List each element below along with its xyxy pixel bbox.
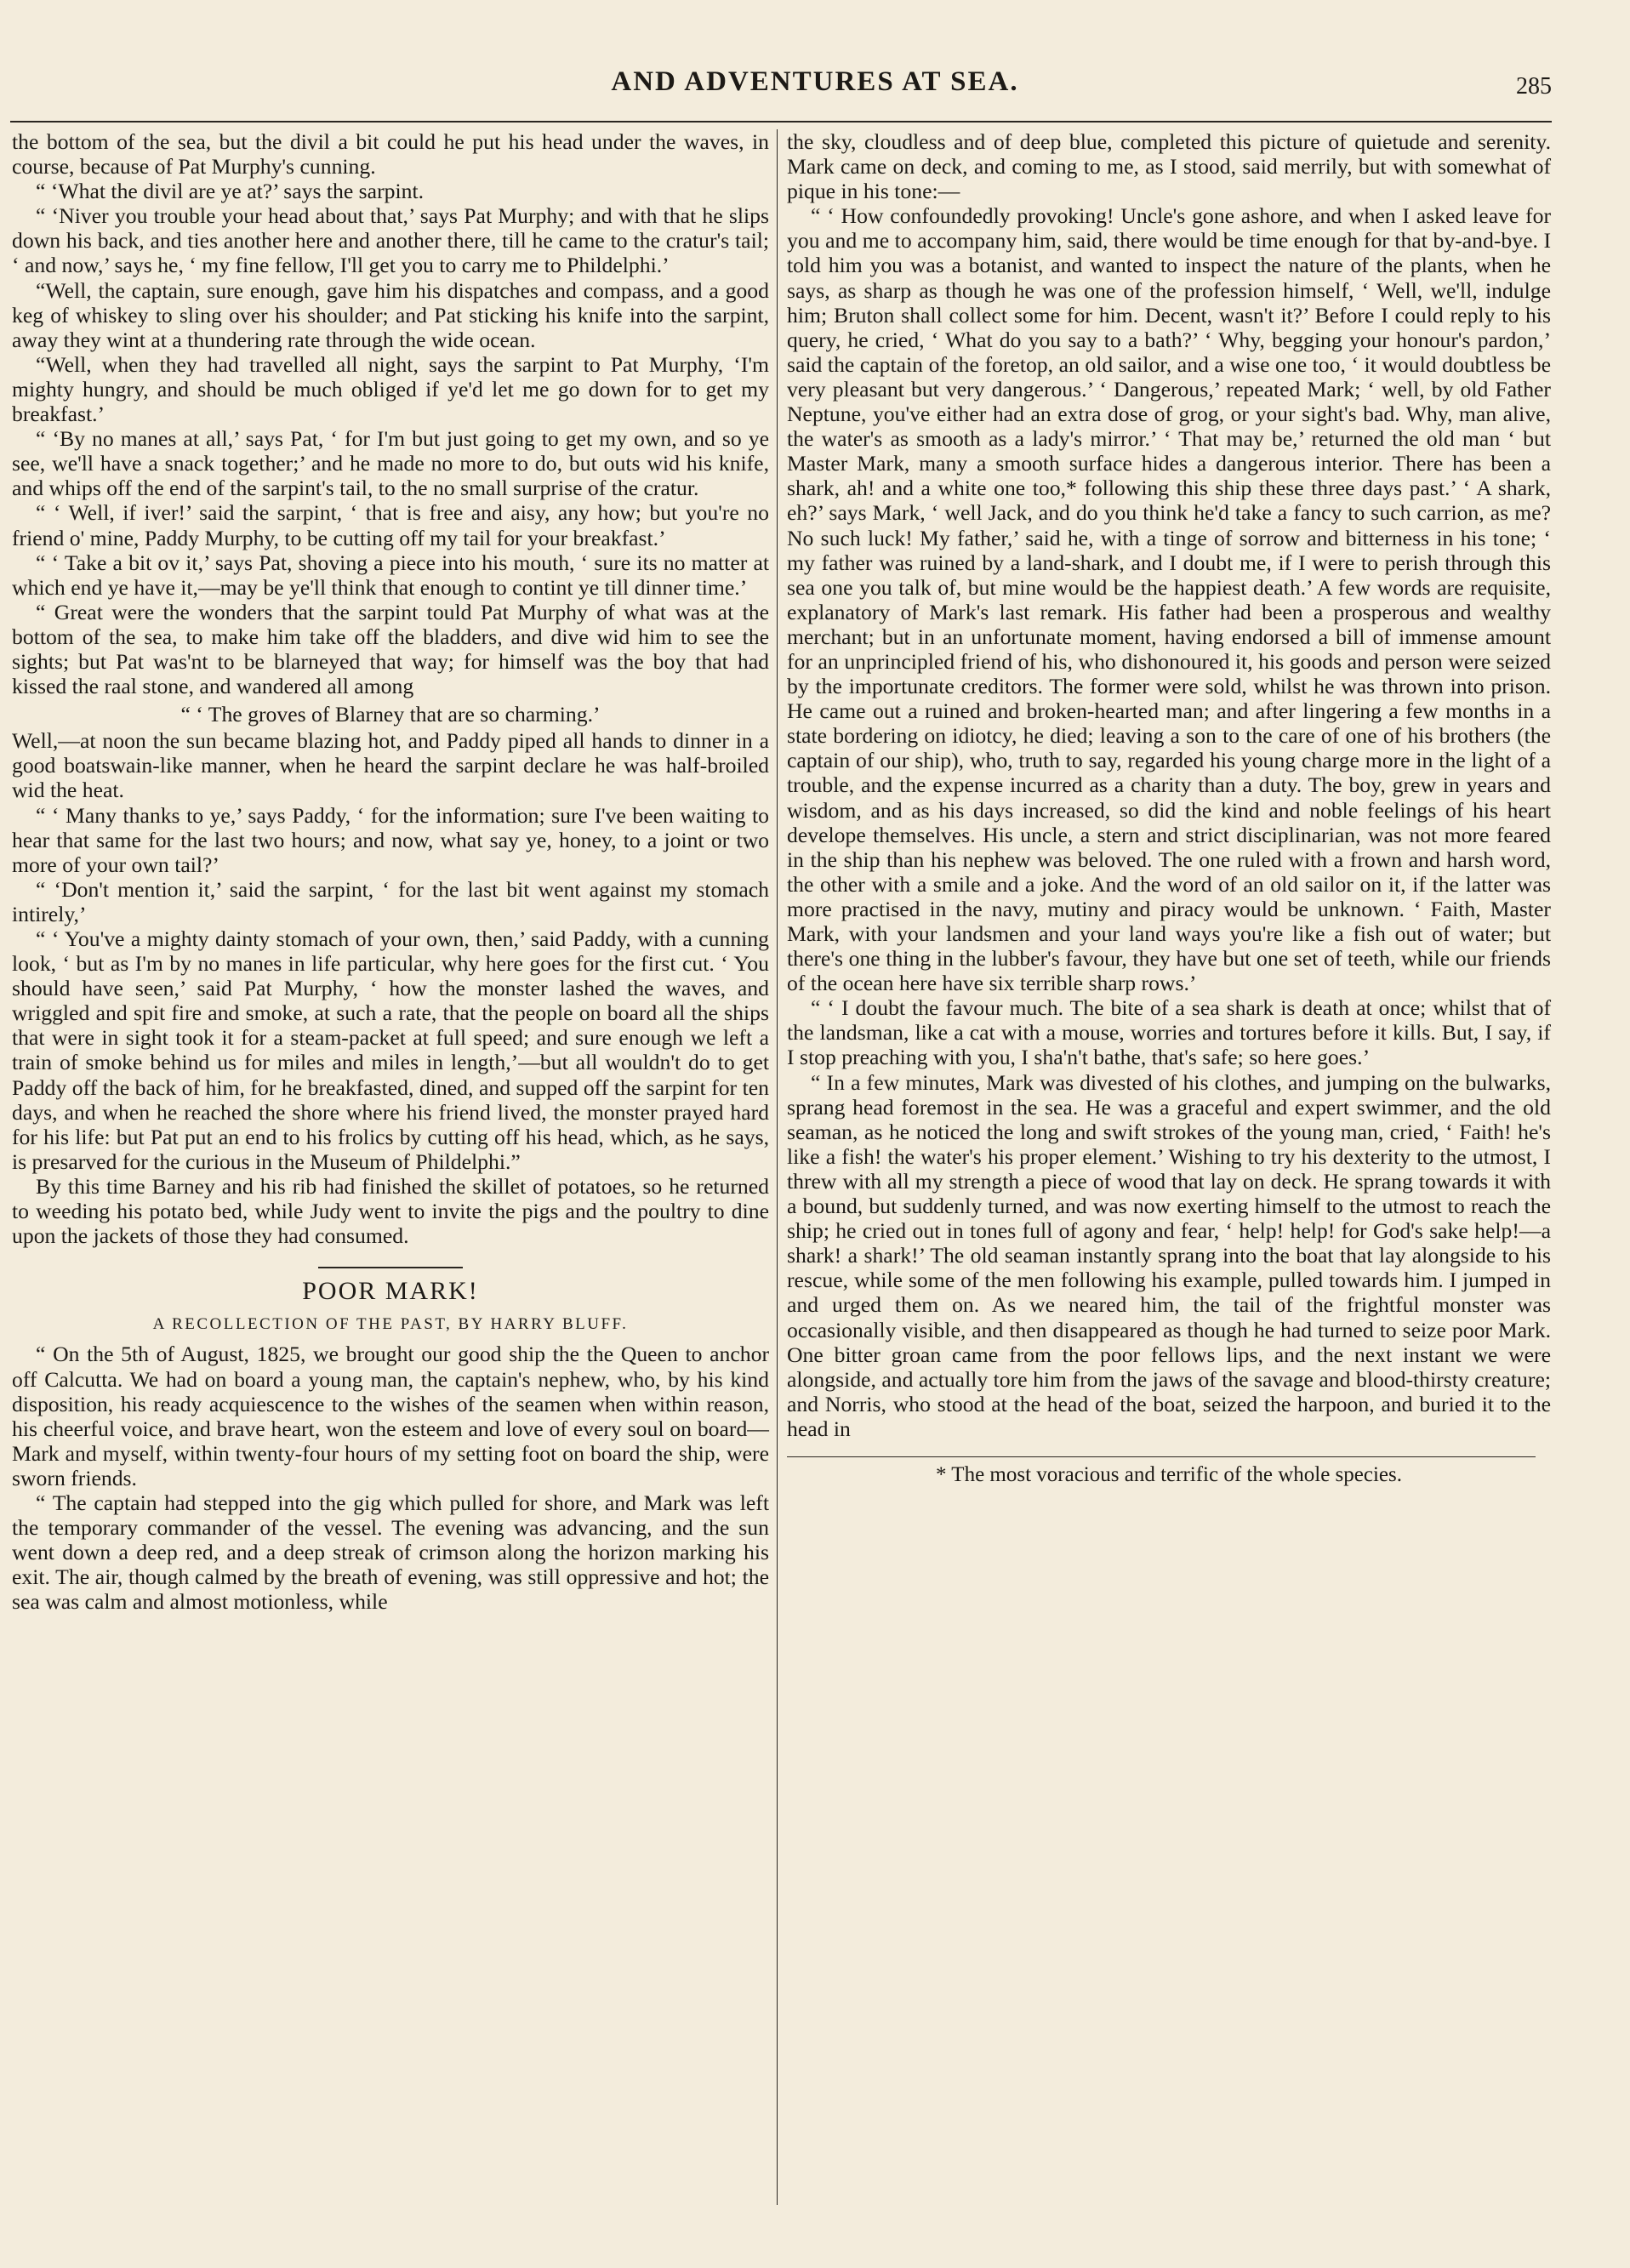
column-divider (777, 129, 778, 2205)
paragraph: “Well, when they had travelled all night, says the sarpint to Pat Murphy, ‘I'm mighty hungry, and should be much obliged if ye'd let me go down for to get my breakfast.’ (12, 351, 769, 427)
paragraph: “ The captain had stepped into the gig which pulled for shore, and Mark was left the temporary commander of the vessel. The evening was advancing, and the sun went down a deep red, and a deep streak of crimson along the horizon marking his exit. The air, though calmed by the breath of evening, was still oppressive and hot; the sea was calm and almost motionless, while (12, 1490, 769, 1615)
paragraph: Well,—at noon the sun became blazing hot, and Paddy piped all hands to dinner in a good boatswain-like manner, when he heard the sarpint declare he was half-broiled wid the heat. (12, 728, 769, 803)
paragraph: “Well, the captain, sure enough, gave him his dispatches and compass, and a good keg of whiskey to sling over his shoulder; and Pat sticking his knife into the sarpint, away they wint at a thundering rate through the wide ocean. (12, 277, 769, 352)
left-column (12, 129, 769, 1614)
paragraph: “ ‘ Take a bit ov it,’ says Pat, shoving a piece into his mouth, ‘ sure its no matter at which end ye have it,—may be ye'll think that enough to contint ye till dinner time.’ (12, 550, 769, 600)
story-subtitle: A RECOLLECTION OF THE PAST, BY HARRY BLUFF. (152, 1315, 629, 1334)
header-rule (10, 121, 1552, 123)
verse-quote: “ ‘ The groves of Blarney that are so charming.’ (180, 702, 601, 727)
paragraph: By this time Barney and his rib had finished the skillet of potatoes, so he returned to weeding his potato bed, while Judy went to invite the pigs and the poultry to dine upon the jackets of those they had consumed. (12, 1173, 769, 1249)
paragraph: “ ‘ I doubt the favour much. The bite of a sea shark is death at once; whilst that of the landsman, like a cat with a mouse, worries and tortures before it kills. But, I say, if I stop preaching with you, I sha'n't bathe, that's safe; so here goes.’ (787, 995, 1551, 1070)
story-divider-rule (318, 1267, 463, 1268)
footnote-rule (787, 1456, 1536, 1457)
paragraph: “ Great were the wonders that the sarpint tould Pat Murphy of what was at the bottom of the sea, to make him take off the bladders, and dive wid him to see the sights; but Pat was'nt to be blarneyed that way; for himself was the boy that had kissed the raal stone, and wandered all among (12, 599, 769, 699)
footnote: * The most voracious and terrific of the whole species. (936, 1462, 1402, 1486)
paragraph: “ ‘By no manes at all,’ says Pat, ‘ for I'm but just going to get my own, and so ye see, we'll have a snack together;’ and he made no more to do, but outs wid his knife, and whips off the end of the sarpint's tail, to the no small surprise of the cratur. (12, 426, 769, 501)
paragraph: the bottom of the sea, but the divil a bit could he put his head under the waves, in course, because of Pat Murphy's cunning. (12, 129, 769, 180)
paragraph: “ ‘Niver you trouble your head about that,’ says Pat Murphy; and with that he slips down his back, and ties another here and another there, till he came to the cratur's tail; ‘ and now,’ says he, ‘ my fine fellow, I'll get you to carry me to Phildelphi.’ (12, 203, 769, 278)
paragraph: “ ‘ Well, if iver!’ said the sarpint, ‘ that is free and aisy, any how; but you're no friend o' mine, Paddy Murphy, to be cutting off my tail for your breakfast.’ (12, 500, 769, 550)
running-title: AND ADVENTURES AT SEA. (611, 66, 1019, 97)
paragraph: “ ‘ How confoundedly provoking! Uncle's gone ashore, and when I asked leave for you and me to accompany him, said, there would be time enough for that by-and-bye. I told him you was a botanist, and wanted to inspect the nature of the plants, when he says, as sharp as though he was one of the profession himself, ‘ Well, we'll, indulge him; Bruton shall collect some for him. Decent, wasn't it?’ Before I could reply to his query, he cried, ‘ What do you say to a bath?’ ‘ Why, begging your honour's pardon,’ said the captain of the foretop, an old sailor, and a wise one too, ‘ it would doubtless be very pleasant but very dangerous.’ ‘ Dangerous,’ repeated Mark; ‘ well, by old Father Neptune, you've either had an extra dose of grog, or your sight's bad. Why, man alive, the water's as smooth as a lady's mirror.’ ‘ That may be,’ returned the old man ‘ but Master Mark, many a smooth surface hides a dangerous interior. There has been a shark, ah! and a white one too,* following this ship these three days past.’ ‘ A shark, eh?’ says Mark, ‘ well Jack, and do you think he'd take a fancy to such carrion, as me? No such luck! My father,’ said he, with a tinge of sorrow and bitterness in his tone; ‘ my father was ruined by a land-shark, and I doubt me, if I were to perish through this sea one you talk of, but mine would be the happiest death.’ A few words are requisite, explanatory of Mark's last remark. His father had been a prosperous and wealthy merchant; but in an unfortunate moment, having endorsed a bill of immense amount for an unprincipled friend of his, who dishonoured it, his goods and person were seized by the importunate creditors. The former were sold, whilst he was thrown into prison. He came out a ruined and broken-hearted man; and after lingering a few months in a state bordering on idiotcy, he died; leaving a son to the care of one of his brothers (the captain of our ship), who, truth to say, regarded his young charge more in the light of a trouble, and the expense incurred as a charity than a duty. The boy, grew in years and wisdom, and as his days increased, so did the kind and noble feelings of his heart develope themselves. His uncle, a stern and strict disciplinarian, was not more feared in the ship than his nephew was beloved. The one ruled with a frown and harsh word, the other with a smile and a joke. And the word of an old sailor on it, if the latter was more practised in the navy, mutiny and piracy would be unknown. ‘ Faith, Master Mark, with your landsmen and your land ways you're like a fish out of water; but there's one thing in the lubber's favour, they have but one set of teeth, while our friends of the ocean here have six terrible sharp rows.’ (787, 203, 1551, 996)
paragraph: “ In a few minutes, Mark was divested of his clothes, and jumping on the bulwarks, sprang head foremost in the sea. He was a graceful and expert swimmer, and the old seaman, as he noticed the long and swift strokes of the young man, cried, ‘ Faith! he's like a fish! the water's his proper element.’ Wishing to try his dexterity to the utmost, I threw with all my strength a piece of wood that lay on deck. He sprang towards it with a bound, but suddenly turned, and was now exerting himself to the utmost to reach the ship; he cried out in tones full of agony and fear, ‘ help! help! for God's sake help!—a shark! a shark!’ The old seaman instantly sprang into the boat that lay alongside to his rescue, while some of the men following his example, pulled towards him. I jumped in and urged them on. As we neared him, the tail of the frightful monster was occasionally visible, and then disappeared as though he had turned to seize poor Mark. One bitter groan came from the poor fellows lips, and the next instant we were alongside, and actually tore him from the jaws of the savage and blood-thirsty creature; and Norris, who stood at the head of the boat, seized the harpoon, and buried it to the head in (787, 1069, 1551, 1441)
page-number: 285 (1516, 73, 1552, 100)
story-title: POOR MARK! (302, 1277, 479, 1306)
paragraph: “ ‘What the divil are ye at?’ says the sarpint. (36, 179, 425, 204)
paragraph: “ ‘ Many thanks to ye,’ says Paddy, ‘ for the information; sure I've been waiting to hear that same for the last two hours; and now, what say ye, honey, to a joint or two more of your own tail?’ (12, 802, 769, 877)
paragraph: the sky, cloudless and of deep blue, completed this picture of quietude and serenity. Mark came on deck, and coming to me, as I stood, said merrily, but with somewhat of pique in his tone:— (787, 129, 1551, 204)
running-head (0, 66, 1630, 109)
paragraph: “ ‘ You've a mighty dainty stomach of your own, then,’ said Paddy, with a cunning look, ‘ but as I'm by no manes in life particular, why here goes for the first cut. ‘ You should have seen,’ said Pat Murphy, ‘ how the monster lashed the waves, and wriggled and spit fire and smoke, at such a rate, that the people on board all the ships that were in sight took it for a steam-packet at full speed; and sure enough we left a train of smoke behind us for miles and miles in length,’—but all wouldn't do to get Paddy off the back of him, for he breakfasted, dined, and supped off the sarpint for ten days, and when he reached the shore where his friend lived, the monster prayed hard for his life: but Pat put an end to his frolics by cutting off his head, which, as he says, is presarved for the curious in the Museum of Phildelphi.” (12, 926, 769, 1174)
paragraph: “ ‘Don't mention it,’ said the sarpint, ‘ for the last bit went against my stomach intirely,’ (12, 876, 769, 926)
paragraph: “ On the 5th of August, 1825, we brought our good ship the the Queen to anchor off Calcutta. We had on board a young man, the captain's nephew, who, by his kind disposition, his ready acquiescence to the wishes of the seamen when within reason, his cheerful voice, and brave heart, won the esteem and love of every soul on board—Mark and myself, within twenty-four hours of my setting foot on board the ship, were sworn friends. (12, 1342, 769, 1490)
right-column (787, 129, 1551, 1487)
